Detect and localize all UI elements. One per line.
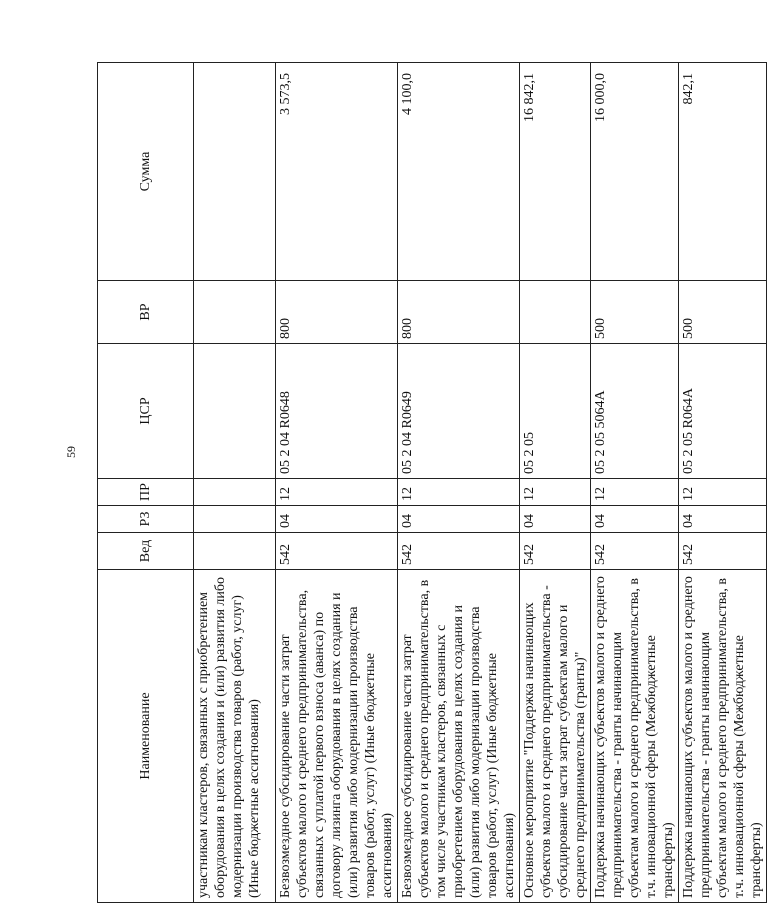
cell-csr: 05 2 04 R0649	[398, 344, 520, 479]
cell-ved: 542	[520, 533, 591, 570]
cell-rz: 04	[679, 506, 767, 533]
header-csr: ЦСР	[98, 344, 194, 479]
table-header-row	[98, 63, 194, 903]
header-name: Наименование	[98, 570, 194, 903]
cell-vr: 500	[679, 281, 767, 344]
cell-sum: 842,1	[679, 63, 767, 281]
cell-sum: 16 000,0	[591, 63, 679, 281]
table-row	[679, 63, 767, 903]
cell-name: Поддержка начинающих субъектов малого и среднего предпринимательства - гранты начинающим субъектам малого и среднего предпринимательства, в т.ч. инновационной сферы (Межбюджетные трансферты)	[679, 570, 767, 903]
header-ved: Вед	[98, 533, 194, 570]
table-row	[520, 63, 591, 903]
cell-pr: 12	[520, 479, 591, 506]
cell-vr	[194, 281, 276, 344]
cell-sum: 3 573,5	[276, 63, 398, 281]
cell-sum	[194, 63, 276, 281]
cell-rz	[194, 506, 276, 533]
cell-pr: 12	[276, 479, 398, 506]
cell-vr: 800	[398, 281, 520, 344]
cell-rz: 04	[520, 506, 591, 533]
header-sum: Сумма	[98, 63, 194, 281]
cell-rz: 04	[591, 506, 679, 533]
budget-table	[97, 62, 767, 903]
cell-sum: 16 842,1	[520, 63, 591, 281]
cell-ved	[194, 533, 276, 570]
rotated-page	[64, 63, 764, 903]
cell-rz: 04	[398, 506, 520, 533]
cell-pr	[194, 479, 276, 506]
cell-ved: 542	[679, 533, 767, 570]
cell-csr: 05 2 05 5064A	[591, 344, 679, 479]
cell-sum: 4 100,0	[398, 63, 520, 281]
cell-ved: 542	[591, 533, 679, 570]
cell-name: Безвозмездное субсидирование части затрат субъектов малого и среднего предпринимательства, связанных с уплатой первого взноса (аванса) по договору лизинга оборудования в целях создания и (или) развития либо модернизации производства товаров (работ, услуг) (Иные бюджетные ассигнования)	[276, 570, 398, 903]
cell-pr: 12	[398, 479, 520, 506]
cell-name: Поддержка начинающих субъектов малого и среднего предпринимательства - гранты начинающим субъектам малого и среднего предпринимательства, в т.ч. инновационной сферы (Межбюджетные трансферты)	[591, 570, 679, 903]
header-rz: РЗ	[98, 506, 194, 533]
cell-name: Основное мероприятие "Поддержка начинающих субъектов малого и среднего предпринимательства - субсидирование части затрат субъектам малого и среднего предпринимательства (гранты)"	[520, 570, 591, 903]
cell-csr: 05 2 04 R0648	[276, 344, 398, 479]
cell-ved: 542	[276, 533, 398, 570]
cell-vr: 800	[276, 281, 398, 344]
cell-csr: 05 2 05	[520, 344, 591, 479]
table-row	[194, 63, 276, 903]
page-number: 59	[64, 446, 78, 458]
header-pr: ПР	[98, 479, 194, 506]
cell-ved: 542	[398, 533, 520, 570]
cell-vr: 500	[591, 281, 679, 344]
table-row	[591, 63, 679, 903]
cell-rz: 04	[276, 506, 398, 533]
cell-csr: 05 2 05 R064A	[679, 344, 767, 479]
table-row	[276, 63, 398, 903]
cell-name: Безвозмездное субсидирование части затрат субъектов малого и среднего предпринимательства, в том числе участникам кластеров, связанных с приобретением оборудования в целях создания и (или) развития либо модернизации производства товаров (работ, услуг) (Иные бюджетные ассигнования)	[398, 570, 520, 903]
cell-pr: 12	[591, 479, 679, 506]
cell-name: участникам кластеров, связанных с приобретением оборудования в целях создания и (или) развития либо модернизации производства товаров (работ, услуг) (Иные бюджетные ассигнования)	[194, 570, 276, 903]
cell-csr	[194, 344, 276, 479]
header-vr: ВР	[98, 281, 194, 344]
cell-vr	[520, 281, 591, 344]
table-row	[398, 63, 520, 903]
cell-pr: 12	[679, 479, 767, 506]
